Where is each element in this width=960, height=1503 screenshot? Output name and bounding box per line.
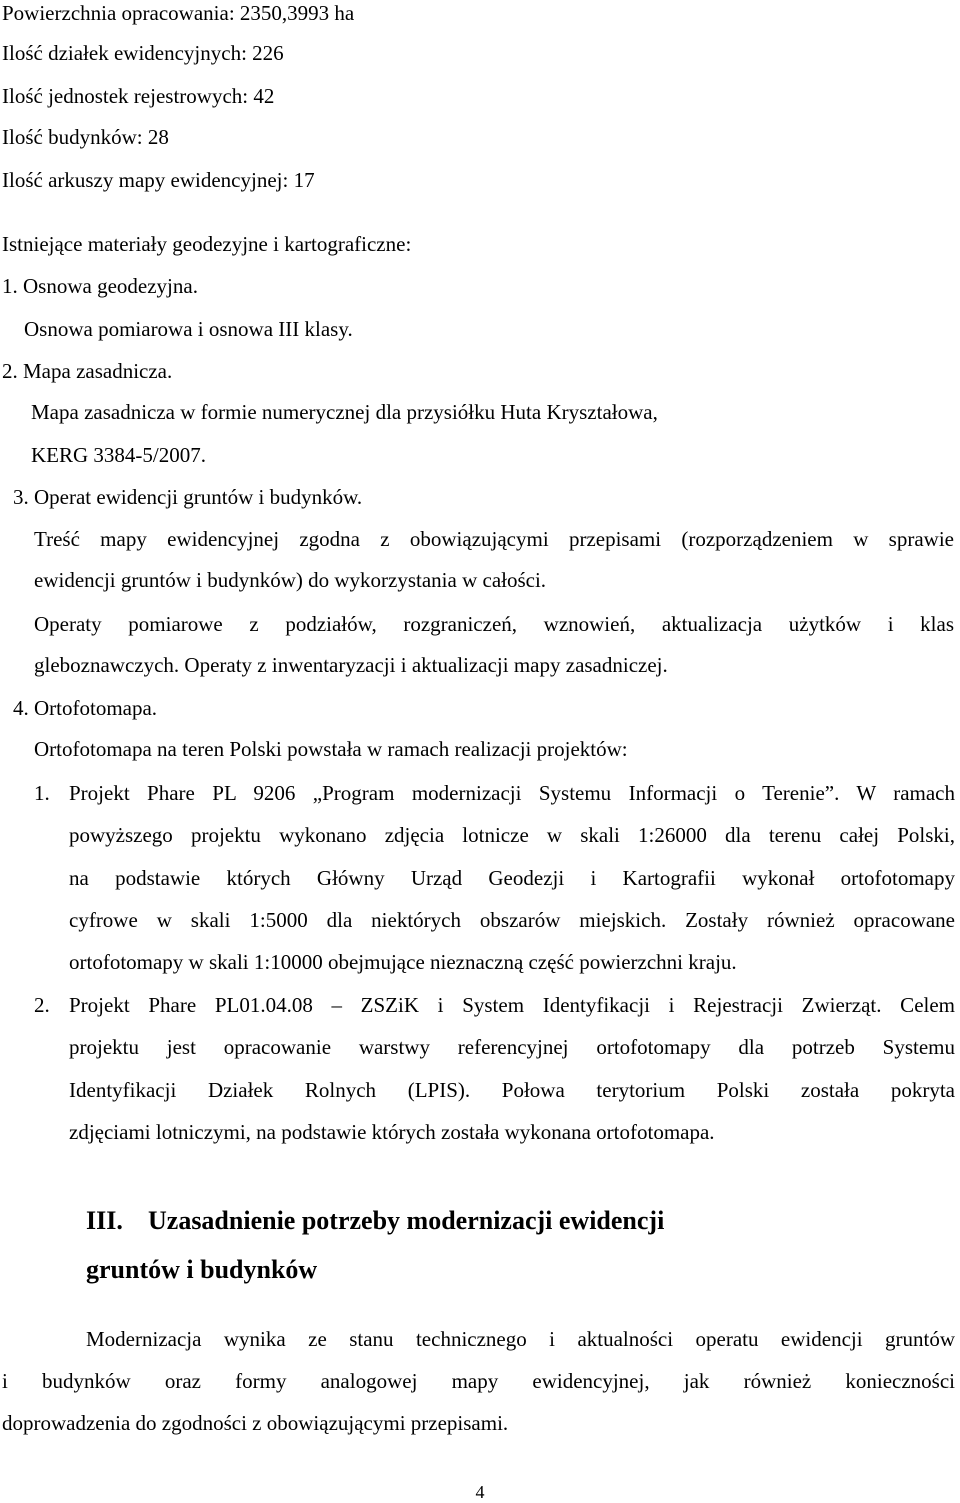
section-number: III. <box>86 1206 123 1235</box>
project2-line4: zdjęciami lotniczymi, na podstawie których została wykonana ortofotomapa. <box>69 1120 715 1144</box>
materials-heading: Istniejące materiały geodezyjne i kartograficzne: <box>2 232 412 256</box>
section-paragraph-line1: Modernizacja wynika ze stanu technicznego i aktualności operatu ewidencji gruntów <box>86 1327 955 1351</box>
project1-line1: Projekt Phare PL 9206 „Program modernizacji Systemu Informacji o Terenie”. W ramach <box>69 781 955 805</box>
item2-title: 2. Mapa zasadnicza. <box>2 359 173 383</box>
item2-kerg: KERG 3384-5/2007. <box>31 443 206 467</box>
stat-parcels: Ilość działek ewidencyjnych: 226 <box>2 41 284 65</box>
stat-area: Powierzchnia opracowania: 2350,3993 ha <box>2 1 355 25</box>
item3-paragraph2-line2: gleboznawczych. Operaty z inwentaryzacji i aktualizacji mapy zasadniczej. <box>34 653 668 677</box>
section-paragraph-line2: i budynków oraz formy analogowej mapy ewidencyjnej, jak również konieczności <box>2 1369 955 1393</box>
project2-line2: projektu jest opracowanie warstwy referencyjnej ortofotomapy dla potrzeb Systemu <box>69 1035 955 1059</box>
stat-units: Ilość jednostek rejestrowych: 42 <box>2 84 275 108</box>
project2-line1: Projekt Phare PL01.04.08 – ZSZiK i System Identyfikacji i Rejestracji Zwierząt. Celem <box>69 993 955 1017</box>
project1-line4: cyfrowe w skali 1:5000 dla niektórych obszarów miejskich. Zostały również opracowane <box>69 908 955 932</box>
stat-buildings: Ilość budynków: 28 <box>2 125 169 149</box>
project1-number: 1. <box>34 781 50 805</box>
item1-title: 1. Osnowa geodezyjna. <box>2 274 198 298</box>
section-title-continued: gruntów i budynków <box>86 1255 318 1284</box>
item3-paragraph2-line1: Operaty pomiarowe z podziałów, rozgraniczeń, wznowień, aktualizacja użytków i klas <box>34 612 954 636</box>
item3-paragraph1-line1: Treść mapy ewidencyjnej zgodna z obowiązującymi przepisami (rozporządzeniem w sprawie <box>34 527 954 551</box>
item3-title: 3. Operat ewidencji gruntów i budynków. <box>13 485 363 509</box>
section-title: Uzasadnienie potrzeby modernizacji ewidencji <box>148 1206 665 1235</box>
project1-line2: powyższego projektu wykonano zdjęcia lotnicze w skali 1:26000 dla terenu całej Polski, <box>69 823 955 847</box>
project2-line3: Identyfikacji Działek Rolnych (LPIS). Połowa terytorium Polski została pokryta <box>69 1078 955 1102</box>
item4-title: 4. Ortofotomapa. <box>13 696 158 720</box>
section-paragraph-line3: doprowadzenia do zgodności z obowiązującymi przepisami. <box>2 1411 509 1435</box>
item2-text: Mapa zasadnicza w formie numerycznej dla przysiółku Huta Kryształowa, <box>31 400 658 424</box>
item3-paragraph1-line2: ewidencji gruntów i budynków) do wykorzystania w całości. <box>34 568 547 592</box>
item1-text: Osnowa pomiarowa i osnowa III klasy. <box>24 317 353 341</box>
page-number: 4 <box>475 1482 485 1502</box>
project1-line5: ortofotomapy w skali 1:10000 obejmujące nieznaczną część powierzchni kraju. <box>69 950 737 974</box>
stat-sheets: Ilość arkuszy mapy ewidencyjnej: 17 <box>2 168 315 192</box>
item4-text: Ortofotomapa na teren Polski powstała w ramach realizacji projektów: <box>34 737 628 761</box>
project1-line3: na podstawie których Główny Urząd Geodezji i Kartografii wykonał ortofotomapy <box>69 866 955 890</box>
project2-number: 2. <box>34 993 50 1017</box>
